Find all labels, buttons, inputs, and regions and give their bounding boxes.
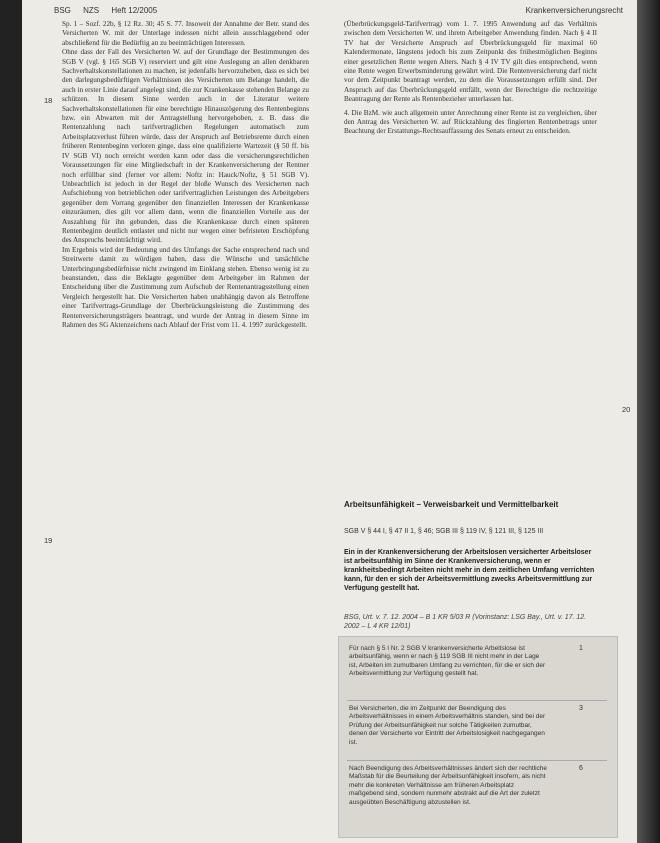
right-column bbox=[344, 20, 597, 137]
right-paragraph-1: (Überbrückungsgeld-Tarifvertrag) vom 1. 7. 1995 Anwendung auf das Verhältnis zwischen dem Versicherten W. und ihrem Arbeitgeber Anwendung finden. Nach § 4 II TV hat der Versicherte Anspruch auf Überbrückungsgeld für maximal 60 Kalendermonate, längstens jedoch bis zum Zeitpunkt des frühestmöglichen Beginns einer gesetzlichen Rente wegen Alters. Nach § 4 IV TV gilt dies entsprechend, wenn eine Rente wegen Erwerbsminderung gewährt wird. Die Rentenversicherung darf nicht vor dem Zeitpunkt beantragt werden, zu dem die Voraussetzungen erfüllt sind. Der Anspruch auf das Überbrückungsgeld entfällt, wenn der Berechtigte die rechtzeitige Beantragung der Rente als Rentenbezieher unterlassen hat. bbox=[344, 20, 597, 104]
margin-number-18: 18 bbox=[44, 96, 53, 105]
page-edge-shadow bbox=[637, 0, 660, 843]
box-number-3: 6 bbox=[579, 765, 583, 772]
right-paragraph-2: 4. Die BzM. wie auch allgemein unter Anrechnung einer Rente ist zu vergleichen, über den Antrag des Versicherten W. auf Rückzahlung des fingierten Rentenbetrags unter Beachtung der Erstattungs-Rechtsauffassung des Senats erneut zu entscheiden. bbox=[344, 108, 597, 136]
header-left bbox=[54, 6, 167, 15]
journal-abbrev: BSG bbox=[54, 6, 71, 15]
summary-box bbox=[338, 636, 618, 838]
box-number-1: 1 bbox=[579, 645, 583, 652]
court-citation: BSG, Urt. v. 7. 12. 2004 – B 1 KR 5/03 R (Vorinstanz: LSG Bay., Urt. v. 17. 12. 2002 – L 4 KR 12/01) bbox=[344, 614, 587, 630]
left-column bbox=[62, 20, 309, 330]
norms-line: SGB V § 44 I, § 47 II 1, § 46; SGB III § 119 IV, § 121 III, § 125 III bbox=[344, 528, 544, 535]
left-paragraph-2: Ohne dass der Fall des Versicherten W. auf der Grundlage der Bestimmungen des SGB V (vgl. § 165 SGB V) reserviert und gilt eine Auslegung an allen denkbaren Sachverhaltskonstellationen zu machen, ist jedenfalls hervorzuheben, dass es sich bei den darlegungsbedürftigen Verhältnissen des Versicherten um Belange handelt, die auch in erster Linie darauf angelegt sind, die zur Krankenkasse stehenden Belange zu schützen. In diesem Sinne werden auch in der Literatur weitere Sachverhaltskonstellationen für eine berechtigte Hinauszögerung des Rentenbeginns bzw. ein Abwarten mit der Antragstellung hervorgehoben, z. B. dass die Rentenzahlung nach tarifvertraglichen Regelungen automatisch zum Arbeitsplatzverlust führen würde, dass der Anspruch auf Betriebsrente durch einen früheren Rentenbeginn verloren ginge, dass eine qualifizierte Wartezeit (§ 50 ff. bis IV SGB VI) noch erreicht werden kann oder dass die versicherungsrechtlichen Voraussetzungen für eine Mitgliedschaft in der Krankenversicherung der Rentner noch erfüllbar sind (ferner vor allem: Noftz in: Hauck/Noftz, § 51 SGB V). Unbeachtlich ist jedoch in der Regel der bloße Wunsch des Versicherten nach Aufschiebung von betrieblichen oder tarifvertraglichen Leistungen des Arbeitgebers gegenüber dem Vorrang gegenüber den finanziellen Interessen der Krankenkasse einzuräumen, dies gilt vor allem dann, wenn die finanziellen Vorteile aus der Auszahlung für ihn gebunden, dass die Krankenkasse durch einen späteren Rentenbeginn deutlich entlastet und nicht nur wegen einer befristeten Erschöpfung des Anspruchs beeinträchtigt wird. bbox=[62, 48, 309, 245]
box-number-2: 3 bbox=[579, 705, 583, 712]
box-divider-2 bbox=[347, 760, 607, 761]
margin-number-20: 20 bbox=[622, 405, 631, 414]
margin-number-19: 19 bbox=[44, 536, 53, 545]
issue-label: Heft 12/2005 bbox=[111, 6, 158, 15]
issue-no: NZS bbox=[83, 6, 100, 15]
left-paragraph-1: Sp. 1 – Sozf. 22b, § 12 Rz. 30; 45 S. 77. Insoweit der Annahme der Betr. stand des Versicherten W. mit der Unterlage indessen nicht allein ausschlaggebend oder abschließend für die Bedürftig an zu beeinträchtigen Interessen. bbox=[62, 20, 309, 47]
document-page bbox=[22, 0, 637, 843]
box-divider-1 bbox=[347, 700, 607, 701]
left-paragraph-3: Im Ergebnis wird der Bedeutung und des Umfangs der Sache entsprechend nach und Streitwerte damit zu würdigen haben, dass die Wünsche und tatsächliche Unterbringungsbedürfnisse nicht zwingend im Einklang stehen. Ebenso wenig ist zu beanstanden, dass die Beklagte gegenüber dem Arbeitgeber im Rahmen der Entscheidung über die Zustimmung zum Aufschub der Rentenantragsstellung einen Vergleich hergestellt hat. Die Versicherten haben unabhängig davon als Betroffene einer Tarifvertrags-Grundlage der Überbrückungsleistung die Zustimmung des Rentenversicherungsträgers beantragt, und wurde der Antrag in diesem Sinne im Rahmen des SG Aktenzeichens nach Ablauf der Frist vom 11. 4. 1997 zurückgestellt. bbox=[62, 245, 309, 329]
page-header bbox=[54, 6, 623, 20]
section-title: Arbeitsunfähigkeit – Verweisbarkeit und Vermittelbarkeit bbox=[344, 500, 559, 509]
running-title: Krankenversicherungsrecht bbox=[525, 6, 623, 15]
headnote: Ein in der Krankenversicherung der Arbeitslosen versicherter Arbeitsloser ist arbeitsunfähig im Sinne der Krankenversicherung, wenn er krankheitsbedingt Arbeiten nicht mehr in dem zeitlichen Umfang verrichten kann, für den er sich der Arbeitsvermittlung zwecks Arbeitsvermittlung zur Verfügung gestellt hat. bbox=[344, 549, 595, 592]
box-item-3: Nach Beendigung des Arbeitsverhältnisses ändert sich der rechtliche Maßstab für die Beurteilung der Arbeitsunfähigkeit insofern, als nicht mehr die konkreten Verhältnisse am früheren Arbeitsplatz maßgebend sind, sondern nunmehr abstrakt auf die Art der zuletzt ausgeübten Beschäftigung abzustellen ist. bbox=[349, 765, 548, 806]
box-item-1: Für nach § 5 I Nr. 2 SGB V krankenversicherte Arbeitslose ist arbeitsunfähig, wenn er nach § 119 SGB III nicht mehr in der Lage ist, Arbeiten im zumutbaren Umfang zu verrichten, für die er sich der Arbeitsvermittlung zur Verfügung gestellt hat. bbox=[349, 645, 546, 678]
box-item-2: Bei Versicherten, die im Zeitpunkt der Beendigung des Arbeitsverhältnisses in einem Arbeitsverhältnis standen, sind bei der Prüfung der Arbeitsunfähigkeit nur solche Tätigkeiten zumutbar, denen der Versicherte vor Eintritt der Arbeitslosigkeit nachgegangen ist. bbox=[349, 705, 546, 746]
